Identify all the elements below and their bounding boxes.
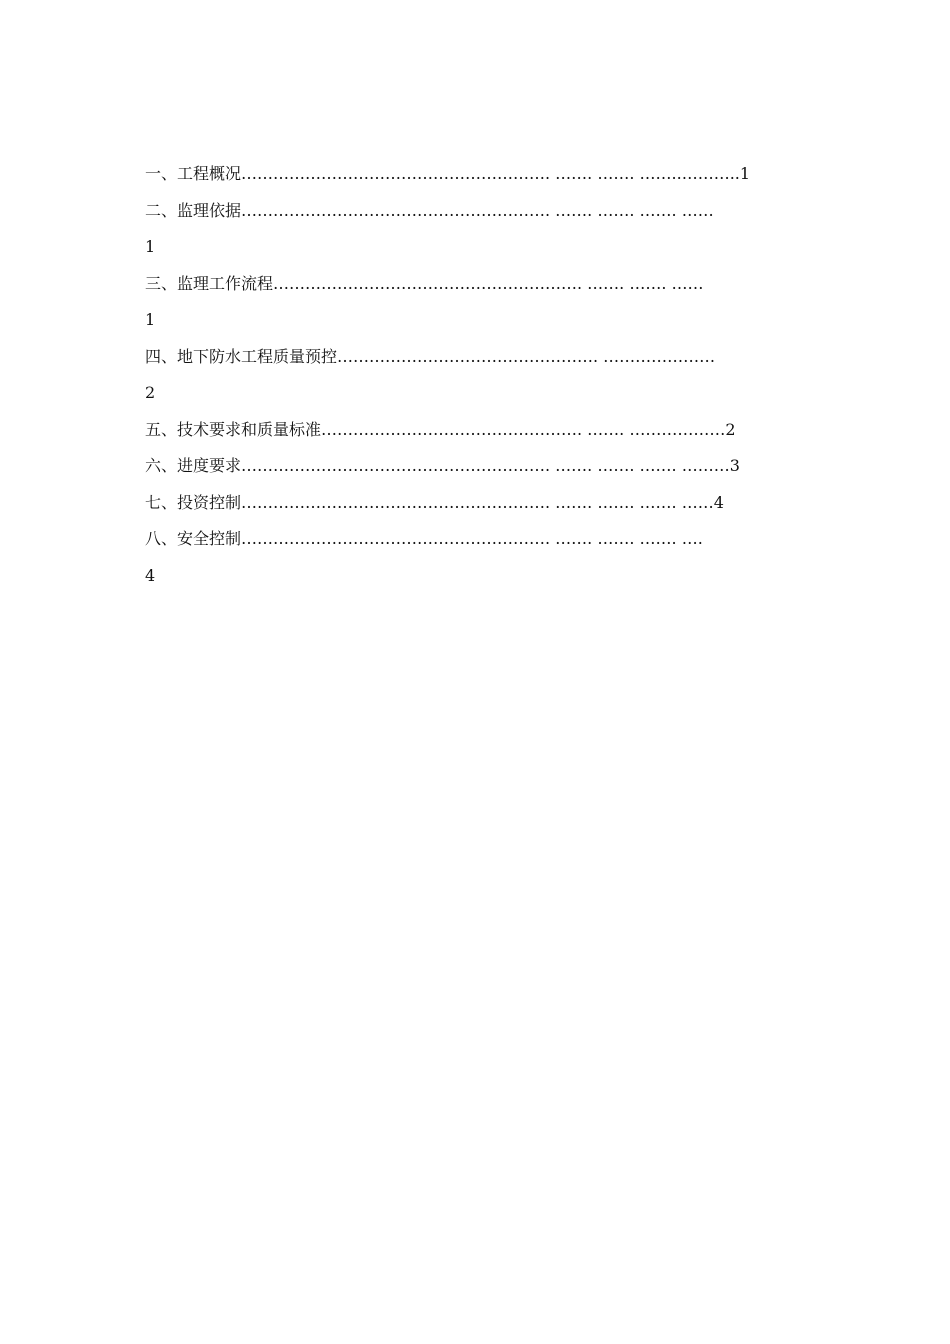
toc-entry-waterproofing-quality-precontrol-page[interactable]: 2 xyxy=(145,383,156,402)
toc-entry-supervision-basis-page[interactable]: 1 xyxy=(145,237,156,256)
toc-entry-investment-control[interactable]: 七、投资控制…………………………………………………. ……. ……. ……. ……4 xyxy=(145,492,724,512)
toc-entry-technical-requirements[interactable]: 五、技术要求和质量标准…………………………………………. ……. ………………2 xyxy=(145,419,736,439)
toc-entry-safety-control[interactable]: 八、安全控制…………………………………………………. ……. ……. ……. …. xyxy=(145,529,703,548)
toc-entry-project-overview[interactable]: 一、工程概况…………………………………………………. ……. ……. ……..………..1 xyxy=(145,164,751,183)
toc-entry-waterproofing-quality-precontrol[interactable]: 四、地下防水工程质量预控…………………………………………. ………………… xyxy=(145,346,716,366)
toc-entry-schedule-requirements[interactable]: 六、进度要求…………………………………………………. ……. ……. ……. ………3 xyxy=(145,456,740,475)
toc-entry-supervision-basis[interactable]: 二、监理依据…………………………………………………. ……. ……. ……. …… xyxy=(145,200,714,220)
toc-entry-supervision-workflow[interactable]: 三、监理工作流程…………………………………………………. ……. ……. …… xyxy=(145,273,704,293)
toc-entry-safety-control-page[interactable]: 4 xyxy=(145,565,156,585)
table-of-contents xyxy=(145,156,815,594)
toc-entry-supervision-workflow-page[interactable]: 1 xyxy=(145,310,156,329)
